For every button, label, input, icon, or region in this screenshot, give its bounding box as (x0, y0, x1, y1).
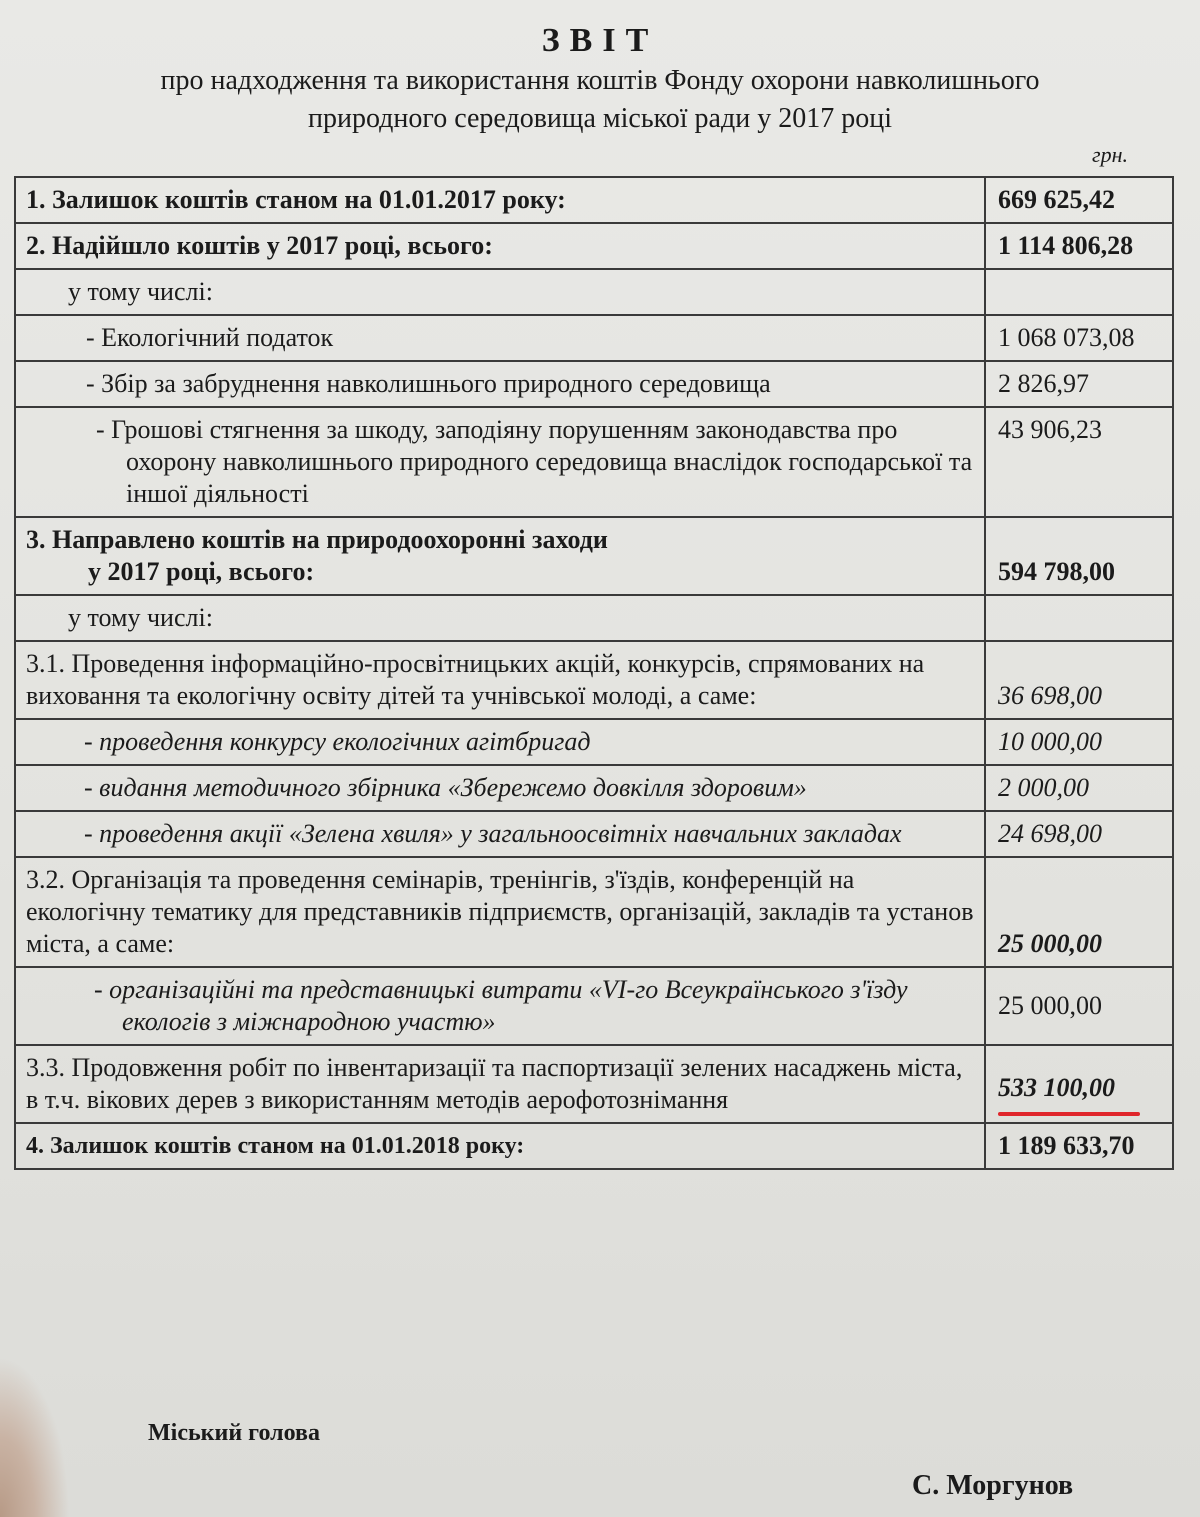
table-row (15, 595, 1173, 641)
signatory-position: Міський голова (148, 1420, 320, 1446)
table-row (15, 361, 1173, 407)
document-title: ЗВІТ (541, 22, 659, 59)
row-value: 43 906,23 (985, 407, 1173, 517)
row-value: 1 189 633,70 (985, 1123, 1173, 1169)
subtitle-line-2: природного середовища міської ради у 2017 році (308, 103, 892, 134)
row-value: 25 000,00 (985, 857, 1173, 967)
row-label: - Екологічний податок (15, 315, 985, 361)
row-label: 3.1. Проведення інформаційно-просвітницьких акцій, конкурсів, спрямованих на виховання та екологічну освіту дітей та учнівської молоді, а саме: (15, 641, 985, 719)
row-label: - Збір за забруднення навколишнього природного середовища (15, 361, 985, 407)
row-value-empty (985, 269, 1173, 315)
row-value: 10 000,00 (985, 719, 1173, 765)
row-label: 2. Надійшло коштів у 2017 році, всього: (15, 223, 985, 269)
row-value: 594 798,00 (985, 517, 1173, 595)
row-value: 24 698,00 (985, 811, 1173, 857)
table-row (15, 407, 1173, 517)
signatory-name: С. Моргунов (912, 1470, 1074, 1501)
table-row (15, 269, 1173, 315)
currency-unit: грн. (1092, 142, 1128, 167)
row-label: - проведення конкурсу екологічних агітбригад (15, 719, 985, 765)
row-label: - Грошові стягнення за шкоду, заподіяну порушенням законодавства про охорону навколишнього природного середовища внаслідок господарської та іншої діяльності (15, 407, 985, 517)
row-value: 669 625,42 (985, 177, 1173, 223)
report-table (14, 176, 1174, 1170)
row-label: 3.2. Організація та проведення семінарів, тренінгів, з'їздів, конференцій на екологічну тематику для представників підприємств, організацій, закладів та установ міста, а саме: (15, 857, 985, 967)
table-row (15, 719, 1173, 765)
highlighted-value: 533 100,00 (998, 1073, 1115, 1102)
row-label: 4. Залишок коштів станом на 01.01.2018 року: (15, 1123, 985, 1169)
row-label: у тому числі: (15, 595, 985, 641)
subtitle-line-1: про надходження та використання коштів Фонду охорони навколишнього (160, 65, 1040, 96)
row-value: 1 068 073,08 (985, 315, 1173, 361)
table-row (15, 811, 1173, 857)
document-subtitle (0, 62, 1200, 138)
table-row (15, 967, 1173, 1045)
table-row (15, 1045, 1173, 1123)
table-row (15, 517, 1173, 595)
row-label: 3.3. Продовження робіт по інвентаризації та паспортизації зелених насаджень міста, в т.ч. вікових дерев з використанням методів аерофотознімання (15, 1045, 985, 1123)
row-label: у тому числі: (15, 269, 985, 315)
table-row (15, 177, 1173, 223)
row-value: 2 826,97 (985, 361, 1173, 407)
row-value: 1 114 806,28 (985, 223, 1173, 269)
row-value: 2 000,00 (985, 765, 1173, 811)
table-row (15, 223, 1173, 269)
row-label: - проведення акції «Зелена хвиля» у загальноосвітніх навчальних закладах (15, 811, 985, 857)
red-underline-mark (998, 1112, 1140, 1116)
table-row (15, 857, 1173, 967)
table-row (15, 641, 1173, 719)
row-label: - видання методичного збірника «Збережемо довкілля здоровим» (15, 765, 985, 811)
table-row (15, 1123, 1173, 1169)
row-label: 1. Залишок коштів станом на 01.01.2017 року: (15, 177, 985, 223)
row-value-highlighted (985, 1045, 1173, 1123)
row-value: 25 000,00 (985, 967, 1173, 1045)
table-row (15, 315, 1173, 361)
row-value: 36 698,00 (985, 641, 1173, 719)
row-value-empty (985, 595, 1173, 641)
row-label: - організаційні та представницькі витрати «VI-го Всеукраїнського з'їзду екологів з міжнародною участю» (15, 967, 985, 1045)
table-row (15, 765, 1173, 811)
row-label: 3. Направлено коштів на природоохоронні заходи у 2017 році, всього: (15, 517, 985, 595)
